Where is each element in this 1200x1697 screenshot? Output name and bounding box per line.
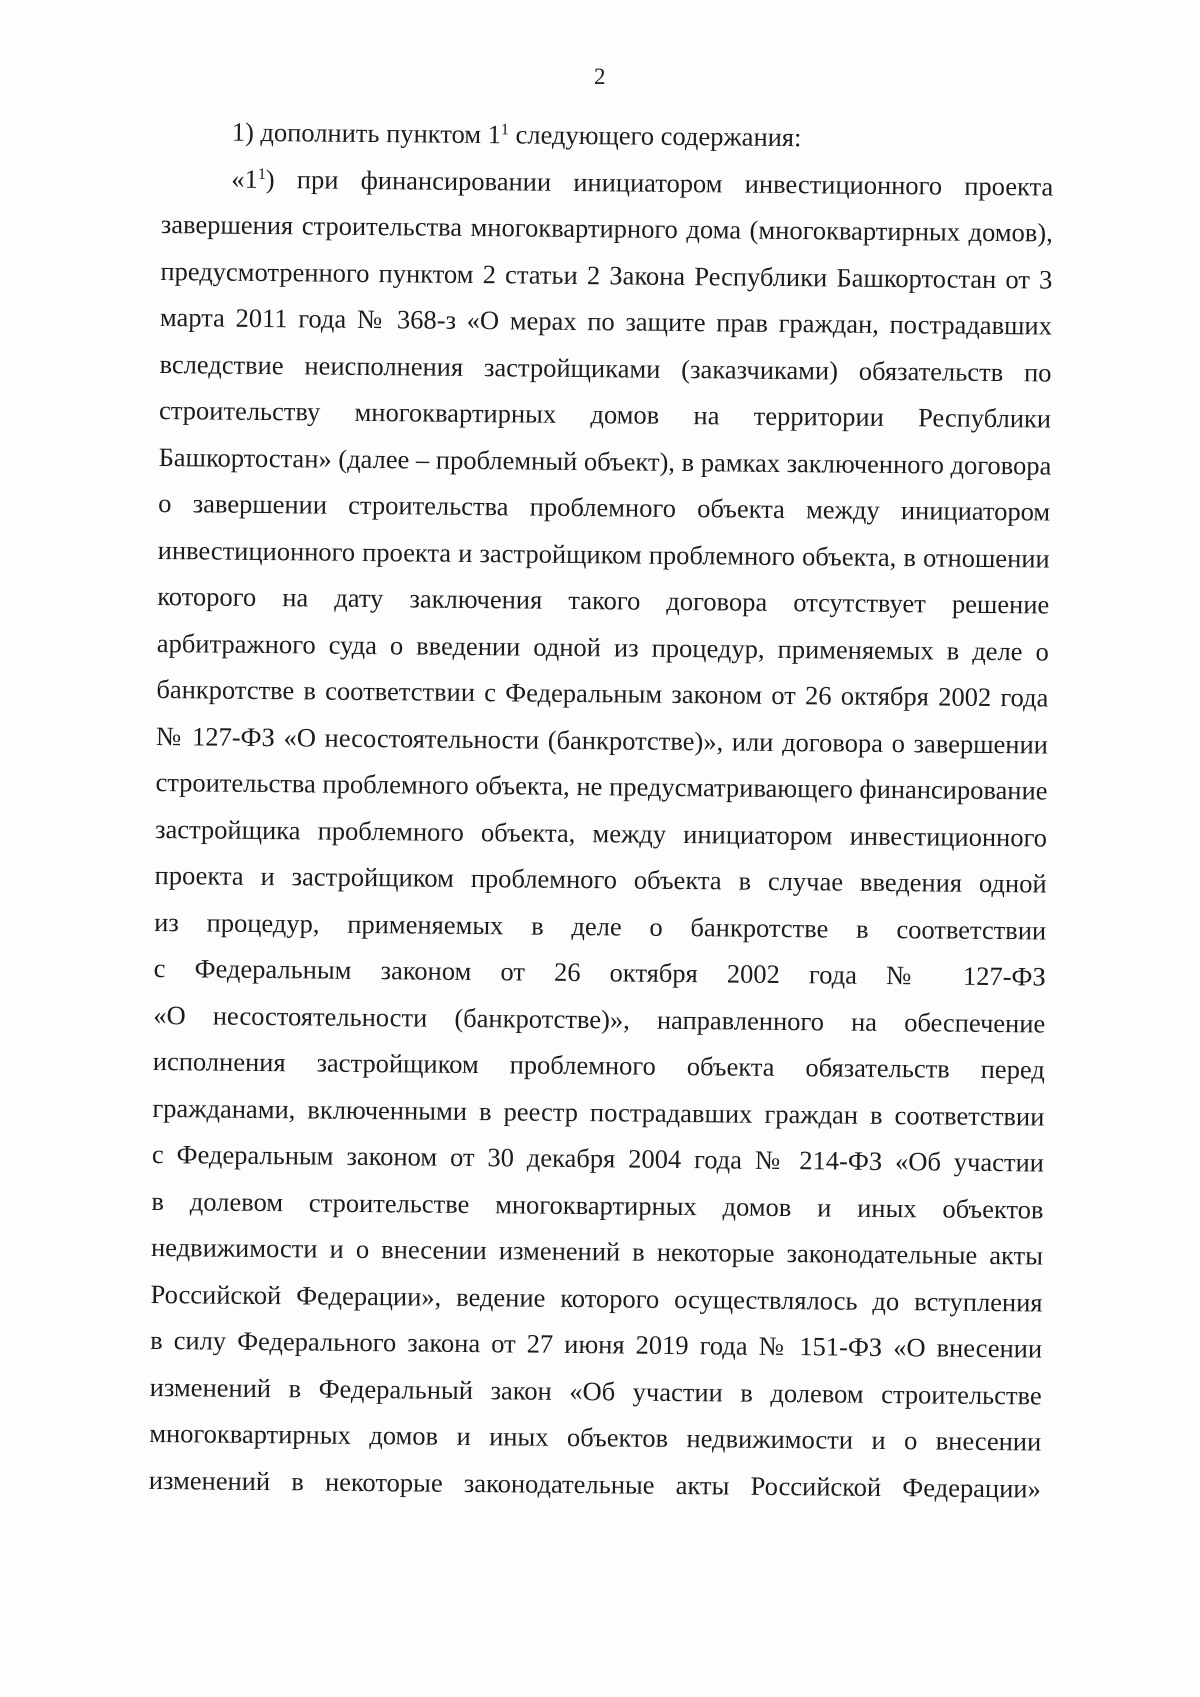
body-line: в силу Федерального закона от 27 июня 2019 года № 151-ФЗ «О внесении xyxy=(150,1324,1043,1364)
body-line: «О несостоятельности (банкротстве)», направленного на обеспечение xyxy=(153,999,1046,1039)
body-line: банкротстве в соответствии с Федеральным законом от 26 октября 2002 года xyxy=(156,673,1049,713)
body-line: инвестиционного проекта и застройщиком проблемного объекта, в отношении xyxy=(157,534,1050,574)
body-line: с Федеральным законом от 30 декабря 2004 года № 214-ФЗ «Об участии xyxy=(151,1138,1045,1178)
body-line: которого на дату заключения такого договора отсутствует решение xyxy=(157,580,1050,620)
body-line: № 127-ФЗ «О несостоятельности (банкротстве)», или договора о завершении xyxy=(155,720,1049,760)
body-line: о завершении строительства проблемного объекта между инициатором xyxy=(158,487,1051,527)
body-line: строительству многоквартирных домов на территории Республики xyxy=(158,394,1052,434)
amendment-intro-text: 1) дополнить пунктом 1 xyxy=(231,116,502,150)
body-line: недвижимости и о внесении изменений в некоторые законодательные акты xyxy=(150,1231,1044,1271)
body-line: Башкортостан» (далее – проблемный объект), в рамках заключенного договора xyxy=(158,441,1052,481)
body-line: из процедур, применяемых в деле о банкротстве в соответствии xyxy=(154,906,1047,946)
body-line: проекта и застройщиком проблемного объекта в случае введения одной xyxy=(154,859,1047,899)
document-body xyxy=(149,108,1054,1511)
body-line: арбитражного суда о введении одной из процедур, применяемых в деле о xyxy=(156,627,1049,667)
body-line: Российской Федерации», ведение которого осуществлялось до вступления xyxy=(150,1278,1043,1318)
body-line: строительства проблемного объекта, не предусматривающего финансирование xyxy=(155,766,1048,806)
body-line: марта 2011 года № 368-з «О мерах по защите прав граждан, пострадавших xyxy=(159,301,1053,341)
body-line: с Федеральным законом от 26 октября 2002 года № 127-ФЗ xyxy=(153,952,1046,992)
body-line: многоквартирных домов и иных объектов недвижимости и о внесении xyxy=(149,1417,1042,1457)
amendment-intro-superscript: 1 xyxy=(500,121,510,139)
body-line: изменений в некоторые законодательные акты Российской Федерации» xyxy=(148,1464,1041,1503)
clause-first-line-text: ) при финансировании инициатором инвестиционного проекта xyxy=(265,163,1054,202)
body-line: завершения строительства многоквартирного дома (многоквартирных домов), xyxy=(160,208,1053,248)
body-line: вследствие неисполнения застройщиками (заказчиками) обязательств по xyxy=(159,348,1052,388)
body-line: изменений в Федеральный закон «Об участии в долевом строительстве xyxy=(149,1371,1042,1411)
body-line: гражданами, включенными в реестр пострадавших граждан в соответствии xyxy=(152,1092,1045,1132)
body-line: предусмотренного пунктом 2 статьи 2 Закона Республики Башкортостан от 3 xyxy=(160,255,1053,295)
clause-superscript: 1 xyxy=(257,165,266,183)
clause-opening: «1 xyxy=(231,163,258,194)
body-line: исполнения застройщиком проблемного объекта обязательств перед xyxy=(152,1045,1045,1085)
body-line: в долевом строительстве многоквартирных домов и иных объектов xyxy=(151,1185,1044,1225)
amendment-intro xyxy=(162,108,1054,163)
page-number: 2 xyxy=(594,64,606,89)
body-line: застройщика проблемного объекта, между инициатором инвестиционного xyxy=(154,813,1048,853)
amendment-intro-text-end: следующего содержания: xyxy=(508,119,802,153)
